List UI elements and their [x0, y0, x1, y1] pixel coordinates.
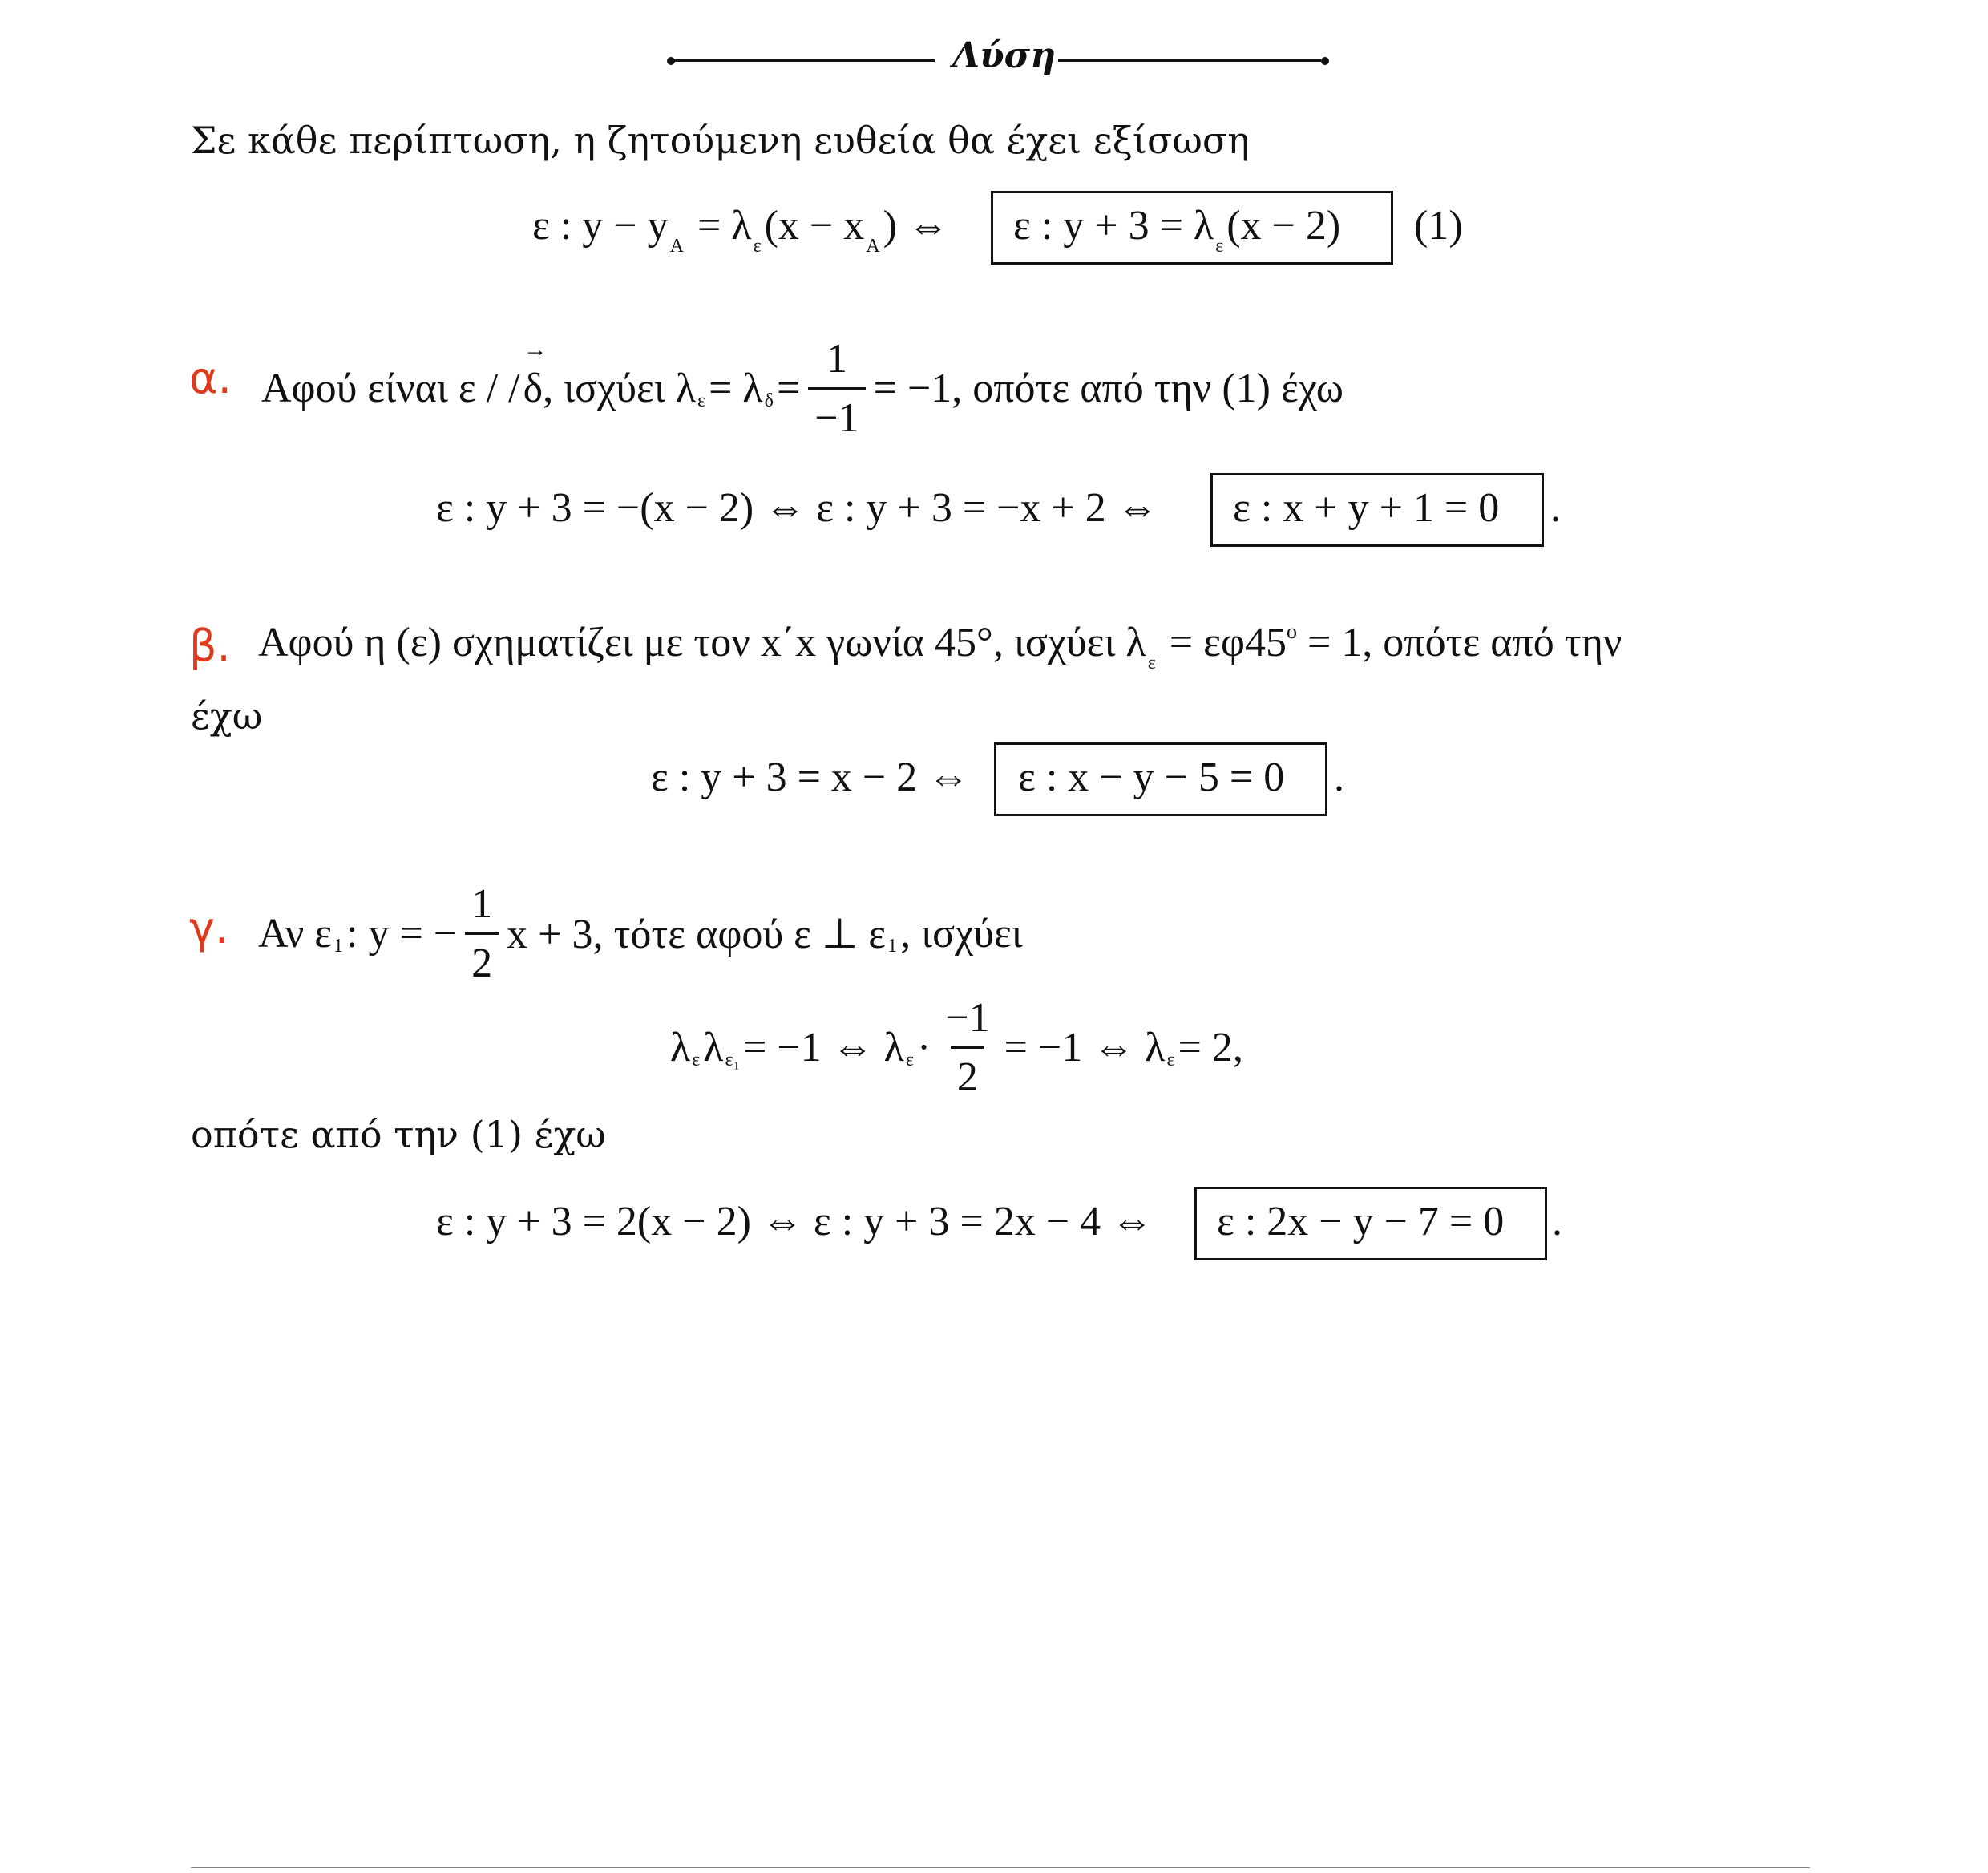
- part-c-label: γ.: [189, 903, 229, 953]
- header-rule-right: [1058, 59, 1321, 62]
- equation-ref-1: (1): [1414, 203, 1463, 249]
- part-a-boxed-text: ε : x + y + 1 = 0: [1233, 485, 1500, 531]
- intro-text: Σε κάθε περίπτωση, η ζητούμενη ευθεία θα έχει εξίσωση: [191, 119, 1250, 162]
- footer-rule: [191, 1867, 1810, 1868]
- part-b-equation: ε : y + 3 = x − 2 ⇔: [651, 754, 970, 800]
- part-b-continuation: έχω: [191, 694, 263, 738]
- part-c-equation: ε : y + 3 = 2(x − 2) ⇔ ε : y + 3 = 2x − 4 ⇔: [436, 1199, 1154, 1244]
- part-a-period: .: [1550, 485, 1561, 531]
- solution-title: Λύση: [952, 35, 1057, 76]
- part-b-period: .: [1334, 754, 1344, 800]
- part-a-statement: Αφού είναι ε / / → δ , ισχύει λ ε = λ δ = $\frac{1}{-1}$ = −1, οπότε από την (1) έχω: [261, 335, 1344, 442]
- part-c-statement: Αν ε 1 : y = − $\frac{1}{2}$ x + 3, τότε αφού ε ⊥ ε 1 , ισχύει: [258, 881, 1023, 986]
- part-b-boxed-text: ε : x − y − 5 = 0: [1018, 754, 1285, 800]
- part-c-period: .: [1552, 1199, 1562, 1244]
- intro-boxed-text: ε : $y + 3 = \lambda_\varepsilon(x - 2)$: [1013, 203, 1341, 257]
- header-rule-left: [673, 59, 935, 62]
- part-b-statement: Αφού η (ε) σχηματίζει με τον x΄x γωνία 45°, ισχύει $\lambda_\varepsilon = \varepsilon\varphi 45^o = 1$, οπότε από την: [258, 620, 1622, 674]
- part-c-fraction: $\frac{1}{2}$: [465, 880, 499, 987]
- intro-equation: ε : $y - y_A = \lambda_\varepsilon(x - x_A)$ ⇔: [532, 203, 949, 257]
- part-a-label: α.: [189, 353, 232, 403]
- part-c-slope-equation: λ ε λ ε₁ = −1 ⇔ λ ε · $\frac{-1}{2}$ = −1 ⇔ λ ε = 2,: [670, 995, 1243, 1100]
- part-a-equation: ε : y + 3 = −(x − 2) ⇔ ε : y + 3 = −x + 2 ⇔: [436, 485, 1158, 531]
- part-c-boxed-text: ε : 2x − y − 7 = 0: [1217, 1199, 1505, 1244]
- part-c-slope-fraction: $\frac{-1}{2}$: [945, 995, 990, 1100]
- part-b-label: β.: [189, 621, 231, 671]
- part-a-fraction: $\frac{1}{-1}$: [808, 335, 865, 442]
- header-dot-right: [1321, 57, 1329, 65]
- part-c-continuation: οπότε από την (1) έχω: [191, 1113, 606, 1156]
